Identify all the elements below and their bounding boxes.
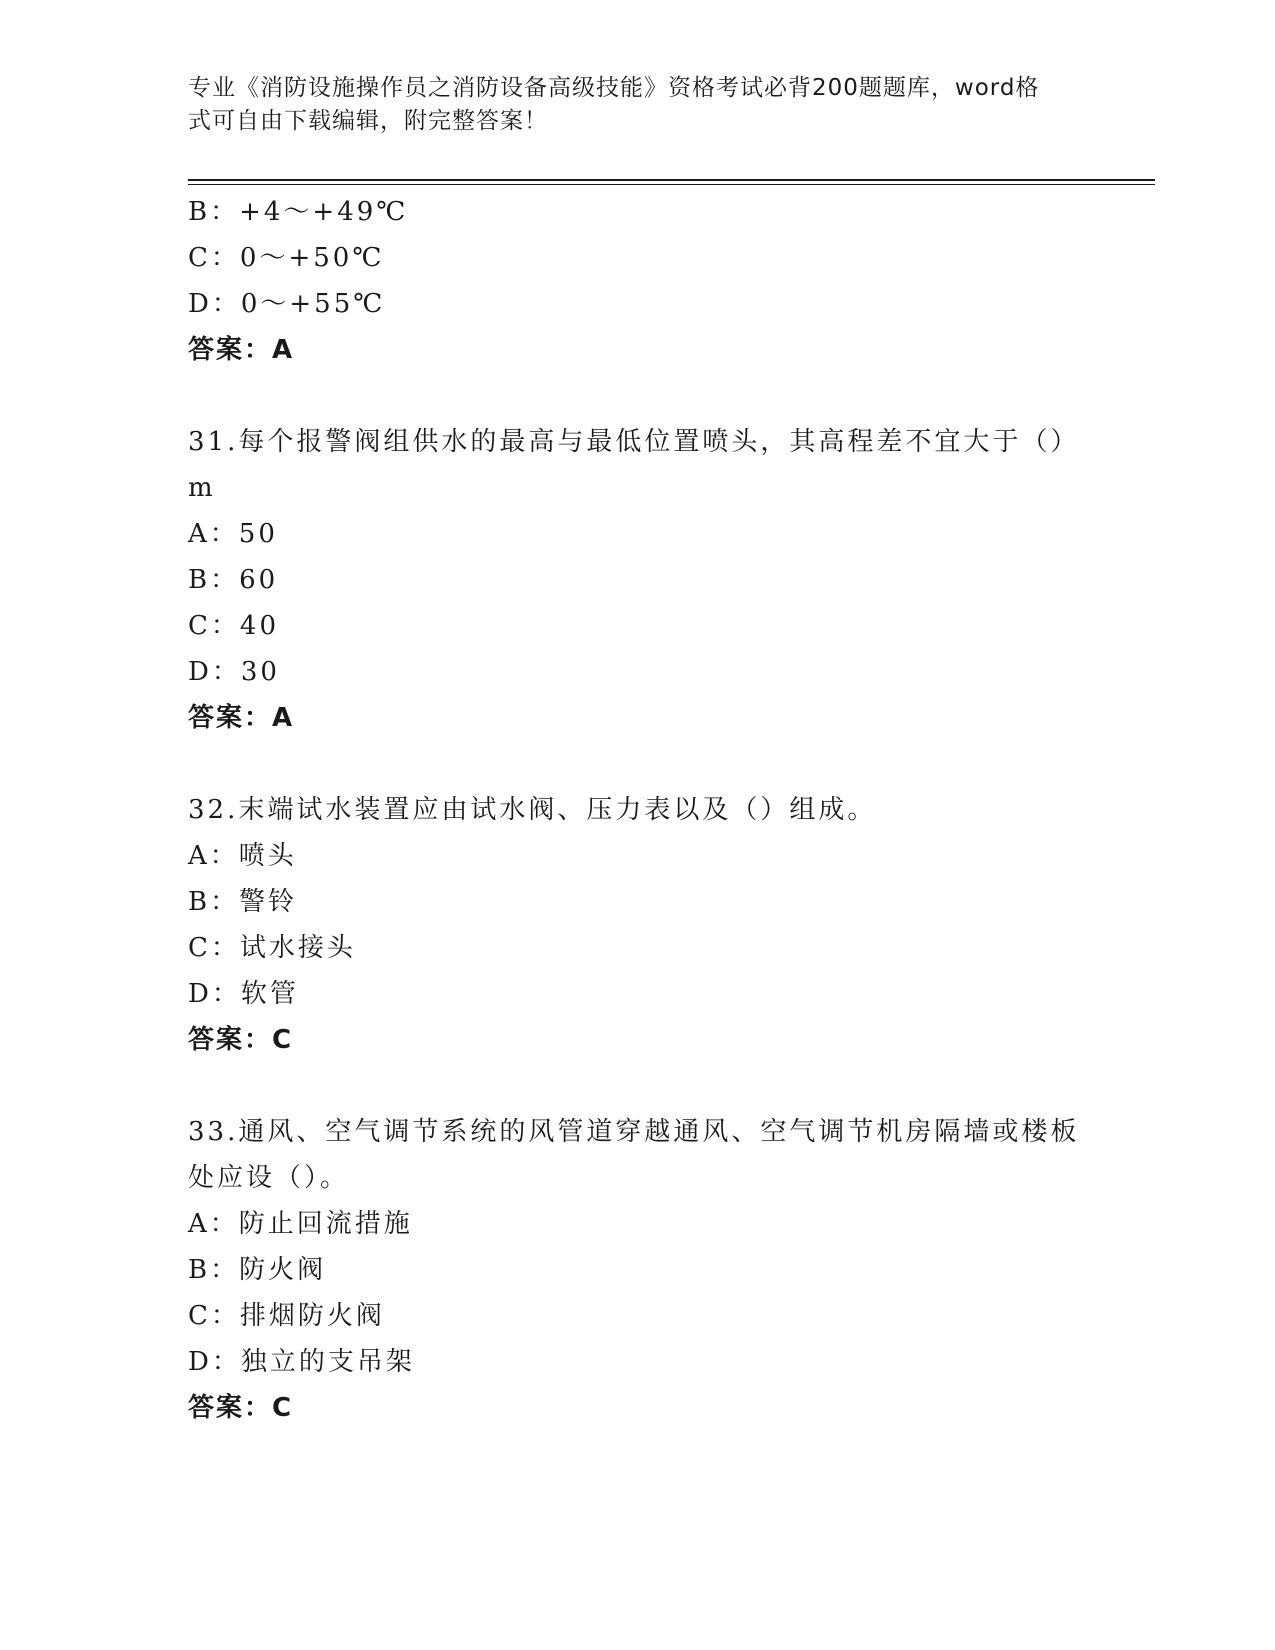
option-text: 软管 [240,979,299,1009]
question-30-continued [188,189,1088,373]
question-stem: 32.末端试水装置应由试水阀、压力表以及（）组成。 [188,795,877,825]
option-c [188,925,1088,971]
answer-line: 答案：A [188,703,295,733]
answer-line: 答案：C [188,1025,294,1055]
option-label: D： [188,657,241,687]
option-label: D： [188,1347,241,1377]
option-text: 试水接头 [239,933,356,963]
option-text: 30 [240,657,280,687]
option-a [188,1201,1088,1247]
option-text: 排烟防火阀 [239,1301,385,1331]
option-label: C： [188,243,240,273]
option-label: A： [188,519,239,549]
question-33 [188,1109,1088,1431]
option-text: 警铃 [239,887,298,917]
option-label: B： [188,1255,240,1285]
option-b [188,1247,1088,1293]
option-c [188,235,1088,281]
option-label: C： [188,1301,240,1331]
option-b [188,189,1088,235]
option-text: 0～+55℃ [240,289,386,319]
option-d [188,281,1088,327]
option-label: C： [188,933,240,963]
answer-line: 答案：A [188,335,295,365]
document-header [188,72,1078,138]
option-text: 独立的支吊架 [240,1347,415,1377]
option-text: 防止回流措施 [238,1209,413,1239]
spacer [188,373,1088,419]
option-label: D： [188,979,241,1009]
question-stem-continued: 处应设（）。 [188,1163,350,1193]
header-line-1: 专业《消防设施操作员之消防设备高级技能》资格考试必背200题题库，word格 [188,75,1040,101]
spacer [188,1063,1088,1109]
option-a [188,511,1088,557]
header-line-2: 式可自由下载编辑，附完整答案！ [188,108,548,134]
option-text: 喷头 [238,841,297,871]
option-text: 防火阀 [239,1255,327,1285]
option-d [188,649,1088,695]
question-stem-continued: m [188,473,216,503]
option-d [188,971,1088,1017]
question-stem: 31.每个报警阀组供水的最高与最低位置喷头，其高程差不宜大于（） [188,427,1080,457]
answer-line: 答案：C [188,1393,294,1423]
option-text: 40 [239,611,279,641]
spacer [188,741,1088,787]
option-text: +4～+49℃ [239,197,409,227]
option-b [188,557,1088,603]
option-label: D： [188,289,241,319]
option-c [188,603,1088,649]
option-label: B： [188,565,240,595]
option-text: 60 [239,565,279,595]
option-label: C： [188,611,240,641]
question-stem: 33.通风、空气调节系统的风管道穿越通风、空气调节机房隔墙或楼板 [188,1117,1080,1147]
option-text: 50 [238,519,278,549]
option-c [188,1293,1088,1339]
option-label: B： [188,887,240,917]
question-list [188,189,1088,1431]
option-label: A： [188,841,239,871]
header-divider-thick [188,179,1155,181]
question-31 [188,419,1088,741]
question-32 [188,787,1088,1063]
option-text: 0～+50℃ [239,243,385,273]
option-b [188,879,1088,925]
option-label: B： [188,197,240,227]
option-d [188,1339,1088,1385]
header-divider-thin [188,184,1155,185]
option-label: A： [188,1209,239,1239]
option-a [188,833,1088,879]
